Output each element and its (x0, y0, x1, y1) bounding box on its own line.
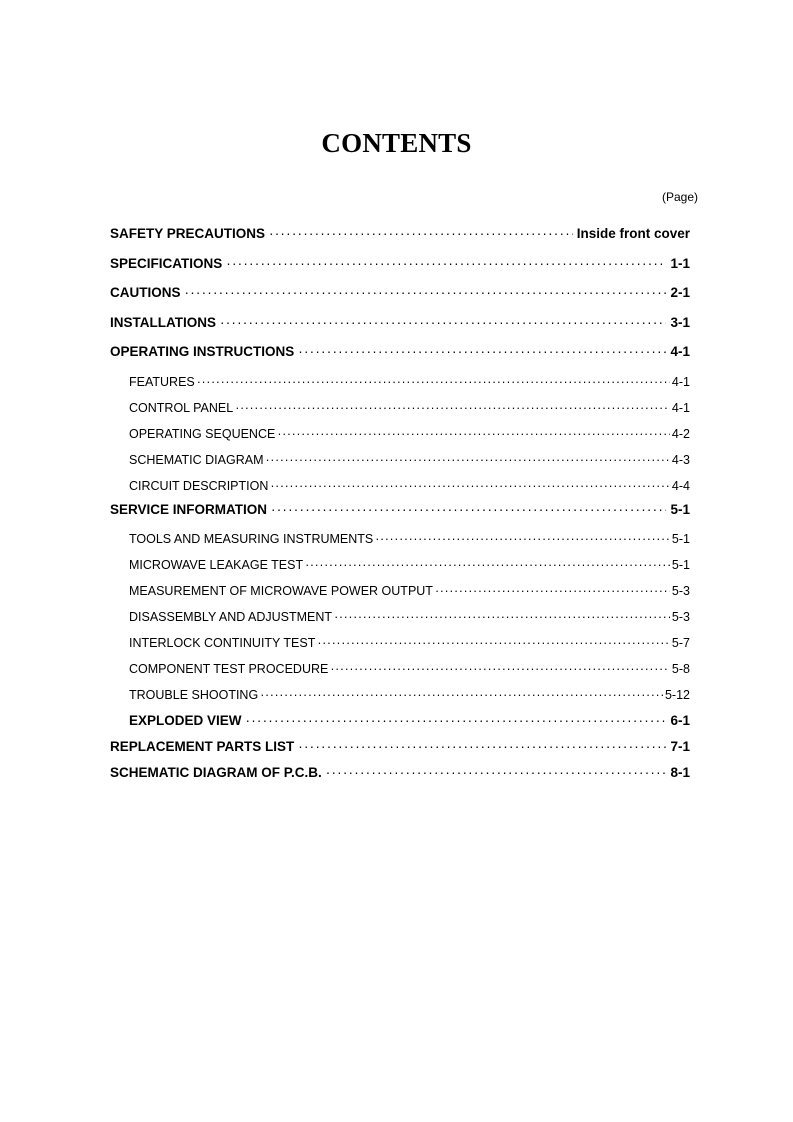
toc-entry-page: 1-1 (670, 255, 690, 271)
dot-leader (185, 281, 667, 305)
toc-entry-page: 8-1 (670, 765, 690, 780)
dot-leader (277, 422, 670, 446)
dot-leader (220, 311, 666, 335)
dot-leader (334, 605, 670, 629)
toc-entry-label: REPLACEMENT PARTS LIST (110, 739, 295, 754)
toc-entry-component-test-procedure[interactable] (110, 657, 690, 683)
dot-leader (435, 579, 670, 603)
toc-entry-label: TROUBLE SHOOTING (129, 688, 259, 702)
toc-entry-operating-instructions[interactable] (110, 340, 690, 370)
toc-entry-page: 7-1 (670, 739, 690, 754)
toc-entry-control-panel[interactable] (110, 396, 690, 422)
toc-entry-page: 5-8 (671, 662, 690, 676)
toc-entry-page: 2-1 (670, 285, 690, 300)
toc-entry-tools-and-measuring-instruments[interactable] (110, 527, 690, 553)
toc-entry-safety-precautions[interactable] (110, 222, 690, 252)
page-title: CONTENTS (321, 128, 472, 158)
toc-entry-operating-sequence[interactable] (110, 422, 690, 448)
dot-leader (235, 396, 670, 420)
toc-entry-label: INTERLOCK CONTINUITY TEST (129, 636, 316, 650)
toc-entry-page: 4-2 (671, 426, 690, 441)
dot-leader (326, 761, 667, 785)
dot-leader (271, 498, 666, 522)
toc-entry-label: FEATURES (129, 374, 195, 389)
toc-entry-label: SERVICE INFORMATION (110, 501, 268, 517)
toc-entry-service-information[interactable] (110, 498, 690, 528)
dot-leader (260, 683, 663, 707)
dot-leader (266, 448, 670, 472)
toc-entry-page: 4-1 (671, 400, 690, 415)
toc-entry-label: EXPLODED VIEW (129, 713, 242, 728)
toc-entry-label: MICROWAVE LEAKAGE TEST (129, 558, 304, 572)
toc-entry-page: 5-3 (671, 584, 690, 598)
toc-entry-page: 4-1 (671, 374, 690, 389)
toc-entry-label: CIRCUIT DESCRIPTION (129, 478, 269, 493)
toc-entry-page: 5-1 (670, 501, 690, 517)
toc-entry-page: 6-1 (670, 713, 690, 728)
table-of-contents (110, 222, 690, 791)
toc-entry-microwave-leakage-test[interactable] (110, 553, 690, 579)
toc-entry-label: CONTROL PANEL (129, 400, 234, 415)
toc-entry-circuit-description[interactable] (110, 474, 690, 498)
dot-leader (305, 553, 670, 577)
toc-entry-label: OPERATING INSTRUCTIONS (110, 344, 295, 359)
toc-entry-label: OPERATING SEQUENCE (129, 426, 276, 441)
toc-entry-label: INSTALLATIONS (110, 314, 216, 330)
toc-entry-page: 5-12 (664, 688, 690, 702)
toc-entry-page: 4-4 (671, 478, 690, 493)
toc-entry-cautions[interactable] (110, 281, 690, 311)
toc-entry-measurement-of-microwave-power-output[interactable] (110, 579, 690, 605)
dot-leader (375, 527, 670, 551)
dot-leader (246, 709, 667, 733)
toc-entry-label: SCHEMATIC DIAGRAM OF P.C.B. (110, 765, 322, 780)
toc-entry-page: 3-1 (670, 314, 690, 330)
toc-entry-label: CAUTIONS (110, 285, 181, 300)
toc-entry-installations[interactable] (110, 311, 690, 341)
dot-leader (330, 657, 670, 681)
toc-entry-disassembly-and-adjustment[interactable] (110, 605, 690, 631)
dot-leader (197, 370, 670, 394)
toc-entry-label: MEASUREMENT OF MICROWAVE POWER OUTPUT (129, 584, 433, 598)
toc-entry-label: SPECIFICATIONS (110, 255, 223, 271)
dot-leader (298, 340, 666, 364)
toc-entry-label: SAFETY PRECAUTIONS (110, 226, 266, 241)
toc-entry-page: 5-7 (671, 636, 690, 650)
toc-entry-page: Inside front cover (576, 226, 690, 241)
toc-entry-label: TOOLS AND MEASURING INSTRUMENTS (129, 532, 374, 546)
toc-entry-interlock-continuity-test[interactable] (110, 631, 690, 657)
toc-entry-page: 5-3 (671, 610, 690, 624)
toc-entry-schematic-diagram-of-pcb[interactable] (110, 761, 690, 791)
dot-leader (270, 474, 670, 498)
toc-entry-replacement-parts-list[interactable] (110, 735, 690, 761)
toc-entry-page: 4-3 (671, 452, 690, 467)
toc-entry-exploded-view[interactable] (110, 709, 690, 735)
dot-leader (317, 631, 670, 655)
toc-entry-page: 4-1 (670, 344, 690, 359)
toc-entry-page: 5-1 (671, 558, 690, 572)
toc-entry-label: SCHEMATIC DIAGRAM (129, 452, 264, 467)
dot-leader (269, 222, 573, 246)
toc-entry-features[interactable] (110, 370, 690, 396)
dot-leader (226, 252, 666, 276)
page-column-note: (Page) (661, 190, 698, 204)
toc-entry-label: DISASSEMBLY AND ADJUSTMENT (129, 610, 333, 624)
dot-leader (298, 735, 666, 759)
toc-entry-page: 5-1 (671, 532, 690, 546)
toc-entry-schematic-diagram[interactable] (110, 448, 690, 474)
toc-entry-trouble-shooting[interactable] (110, 683, 690, 709)
toc-entry-specifications[interactable] (110, 252, 690, 282)
toc-entry-label: COMPONENT TEST PROCEDURE (129, 662, 329, 676)
